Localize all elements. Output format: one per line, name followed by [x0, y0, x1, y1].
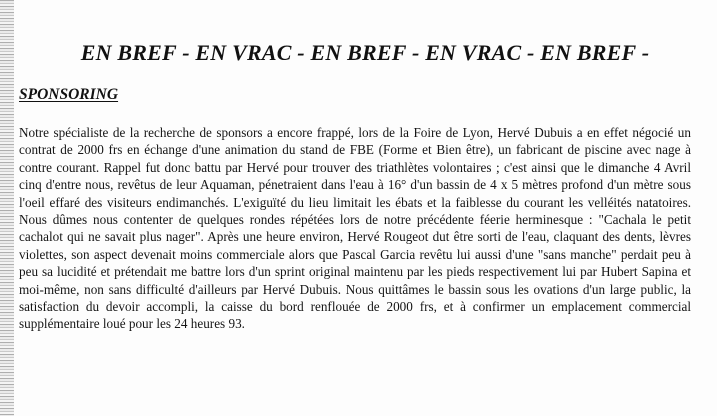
section-heading: SPONSORING: [19, 86, 119, 103]
banner-title: EN BREF - EN VRAC - EN BREF - EN VRAC - EN BREF -: [80, 40, 650, 65]
scan-edge-shadow: [0, 0, 14, 416]
article-body: Notre spécialiste de la recherche de sponsors a encore frappé, lors de la Foire de Lyon, Hervé Dubuis a en effet négocié un contrat de 2000 frs en échange d'une animation du stand de FBE (Forme et Bien être), un fabricant de piscine avec nage à contre courant. Rappel fut donc battu par Hervé pour trouver des triathlètes volontaires ; c'est ainsi que le dimanche 4 Avril cinq d'entre nous, revêtus de leur Aquaman, pénetraient dans l'eau à 16° d'un bassin de 4 x 5 mètres profond d'un mètre sous l'oeil effaré des visiteurs endimanchés. L'exiguïté du lieu limitait les ébats et la faiblesse du courant les velléités natatoires. Nous dûmes nous contenter de quelques rondes répétées lors de notre précédente féerie herminesque : "Cachala le petit cachalot qui ne savait plus nager". Après une heure environ, Hervé Rougeot dut être sorti de l'eau, claquant des dents, lèvres violettes, son aspect devenait moins commerciale alors que Pascal Garcia revêtu lui aussi d'une "sans manche" perdait peu à peu sa lucidité et prétendait me battre lors d'un sprint original maintenu par les pieds respectivement lui par Hubert Sapina et moi-même, non sans difficulté d'ailleurs par Hervé Dubuis. Nous quittâmes le bassin sous les ovations d'un large public, la satisfaction du devoir accompli, la caisse du bord renflouée de 2000 frs, et à confirmer un emplacement commercial supplémentaire loué pour les 24 heures 93.: [19, 125, 691, 332]
